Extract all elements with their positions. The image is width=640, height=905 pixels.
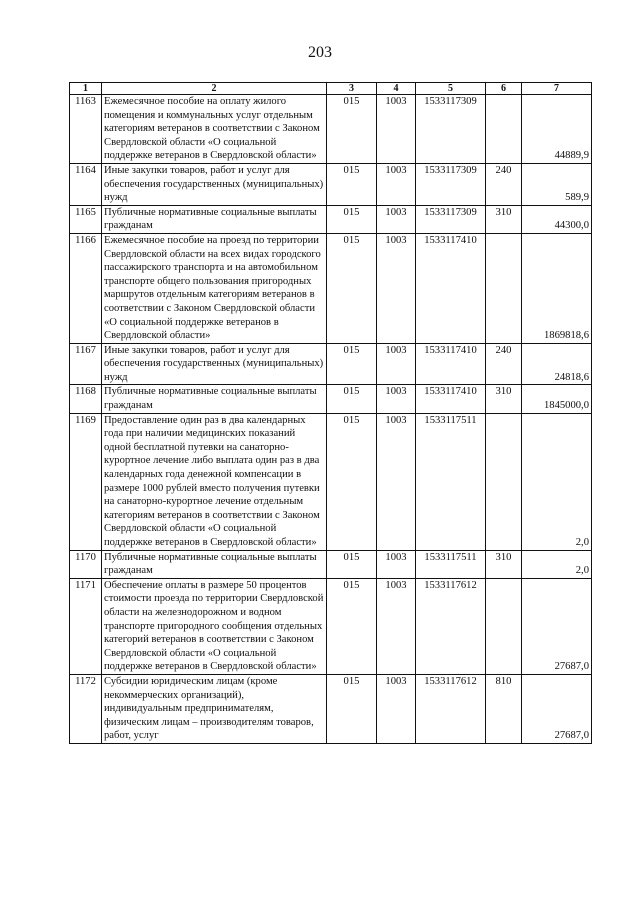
ministry-code: 015 — [327, 343, 377, 385]
section-code: 1003 — [377, 233, 416, 343]
column-header: 6 — [486, 83, 522, 95]
amount-value: 24818,6 — [522, 343, 592, 385]
section-code: 1003 — [377, 550, 416, 578]
row-number: 1168 — [70, 385, 102, 413]
row-description: Субсидии юридическим лицам (кроме некоммерческих организаций), индивидуальным предпринимателям, физическим лицам – производителям товаров, работ, услуг — [102, 674, 327, 743]
row-number: 1171 — [70, 578, 102, 674]
expense-type-code: 310 — [486, 385, 522, 413]
row-number: 1172 — [70, 674, 102, 743]
expense-type-code: 310 — [486, 205, 522, 233]
table-row — [70, 205, 592, 233]
row-number: 1164 — [70, 163, 102, 205]
row-number: 1165 — [70, 205, 102, 233]
row-number: 1167 — [70, 343, 102, 385]
ministry-code: 015 — [327, 385, 377, 413]
target-article-code: 1533117410 — [416, 343, 486, 385]
ministry-code: 015 — [327, 95, 377, 164]
budget-table — [69, 82, 592, 744]
row-description: Публичные нормативные социальные выплаты гражданам — [102, 550, 327, 578]
column-header: 4 — [377, 83, 416, 95]
expense-type-code: 240 — [486, 343, 522, 385]
section-code: 1003 — [377, 413, 416, 550]
ministry-code: 015 — [327, 578, 377, 674]
target-article-code: 1533117309 — [416, 163, 486, 205]
table-row — [70, 163, 592, 205]
expense-type-code — [486, 413, 522, 550]
amount-value: 44889,9 — [522, 95, 592, 164]
row-number: 1170 — [70, 550, 102, 578]
expense-type-code: 240 — [486, 163, 522, 205]
expense-type-code: 310 — [486, 550, 522, 578]
target-article-code: 1533117612 — [416, 674, 486, 743]
ministry-code: 015 — [327, 163, 377, 205]
target-article-code: 1533117410 — [416, 385, 486, 413]
target-article-code: 1533117511 — [416, 550, 486, 578]
target-article-code: 1533117309 — [416, 205, 486, 233]
expense-type-code — [486, 233, 522, 343]
target-article-code: 1533117511 — [416, 413, 486, 550]
row-description: Публичные нормативные социальные выплаты гражданам — [102, 205, 327, 233]
table-row — [70, 413, 592, 550]
column-header: 2 — [102, 83, 327, 95]
expense-type-code — [486, 95, 522, 164]
row-description: Обеспечение оплаты в размере 50 процентов стоимости проезда по территории Свердловской области на железнодорожном и водном транспорте пригородного сообщения отдельных категорий ветеранов в соответствии с Законом Свердловской области «О социальной поддержке ветеранов в Свердловской области» — [102, 578, 327, 674]
column-header: 5 — [416, 83, 486, 95]
amount-value: 27687,0 — [522, 578, 592, 674]
section-code: 1003 — [377, 95, 416, 164]
column-header: 1 — [70, 83, 102, 95]
row-description: Ежемесячное пособие на проезд по территории Свердловской области на всех видах городского пассажирского транспорта и на автомобильном транспорте общего пользования пригородных маршрутов отдельным категориям ветеранов в соответствии с Законом Свердловской области «О социальной поддержке ветеранов в Свердловской области» — [102, 233, 327, 343]
table-header-row — [70, 83, 592, 95]
table-row — [70, 343, 592, 385]
row-description: Публичные нормативные социальные выплаты гражданам — [102, 385, 327, 413]
row-description: Ежемесячное пособие на оплату жилого помещения и коммунальных услуг отдельным категориям ветеранов в соответствии с Законом Свердловской области «О социальной поддержке ветеранов в Свердловской области» — [102, 95, 327, 164]
section-code: 1003 — [377, 385, 416, 413]
column-header: 3 — [327, 83, 377, 95]
ministry-code: 015 — [327, 550, 377, 578]
amount-value: 1845000,0 — [522, 385, 592, 413]
table-row — [70, 578, 592, 674]
row-number: 1163 — [70, 95, 102, 164]
section-code: 1003 — [377, 674, 416, 743]
amount-value: 589,9 — [522, 163, 592, 205]
amount-value: 2,0 — [522, 550, 592, 578]
column-header: 7 — [522, 83, 592, 95]
section-code: 1003 — [377, 205, 416, 233]
table-row — [70, 385, 592, 413]
amount-value: 1869818,6 — [522, 233, 592, 343]
row-number: 1169 — [70, 413, 102, 550]
expense-type-code — [486, 578, 522, 674]
ministry-code: 015 — [327, 674, 377, 743]
row-description: Предоставление один раз в два календарных года при наличии медицинских показаний одной бесплатной путевки на санаторно-курортное лечение либо выплата один раз в два календарных года денежной компенсации в размере 1000 рублей вместо получения путевки на санаторно-курортное лечение отдельным категориям ветеранов в соответствии с Законом Свердловской области «О социальной поддержке ветеранов в Свердловской области» — [102, 413, 327, 550]
target-article-code: 1533117309 — [416, 95, 486, 164]
ministry-code: 015 — [327, 233, 377, 343]
section-code: 1003 — [377, 163, 416, 205]
section-code: 1003 — [377, 343, 416, 385]
amount-value: 44300,0 — [522, 205, 592, 233]
table-row — [70, 233, 592, 343]
table-row — [70, 674, 592, 743]
ministry-code: 015 — [327, 413, 377, 550]
amount-value: 27687,0 — [522, 674, 592, 743]
expense-type-code: 810 — [486, 674, 522, 743]
row-number: 1166 — [70, 233, 102, 343]
row-description: Иные закупки товаров, работ и услуг для обеспечения государственных (муниципальных) нужд — [102, 163, 327, 205]
amount-value: 2,0 — [522, 413, 592, 550]
target-article-code: 1533117410 — [416, 233, 486, 343]
target-article-code: 1533117612 — [416, 578, 486, 674]
section-code: 1003 — [377, 578, 416, 674]
table-row — [70, 550, 592, 578]
page-number: 203 — [308, 44, 332, 61]
ministry-code: 015 — [327, 205, 377, 233]
row-description: Иные закупки товаров, работ и услуг для обеспечения государственных (муниципальных) нужд — [102, 343, 327, 385]
table-row — [70, 95, 592, 164]
